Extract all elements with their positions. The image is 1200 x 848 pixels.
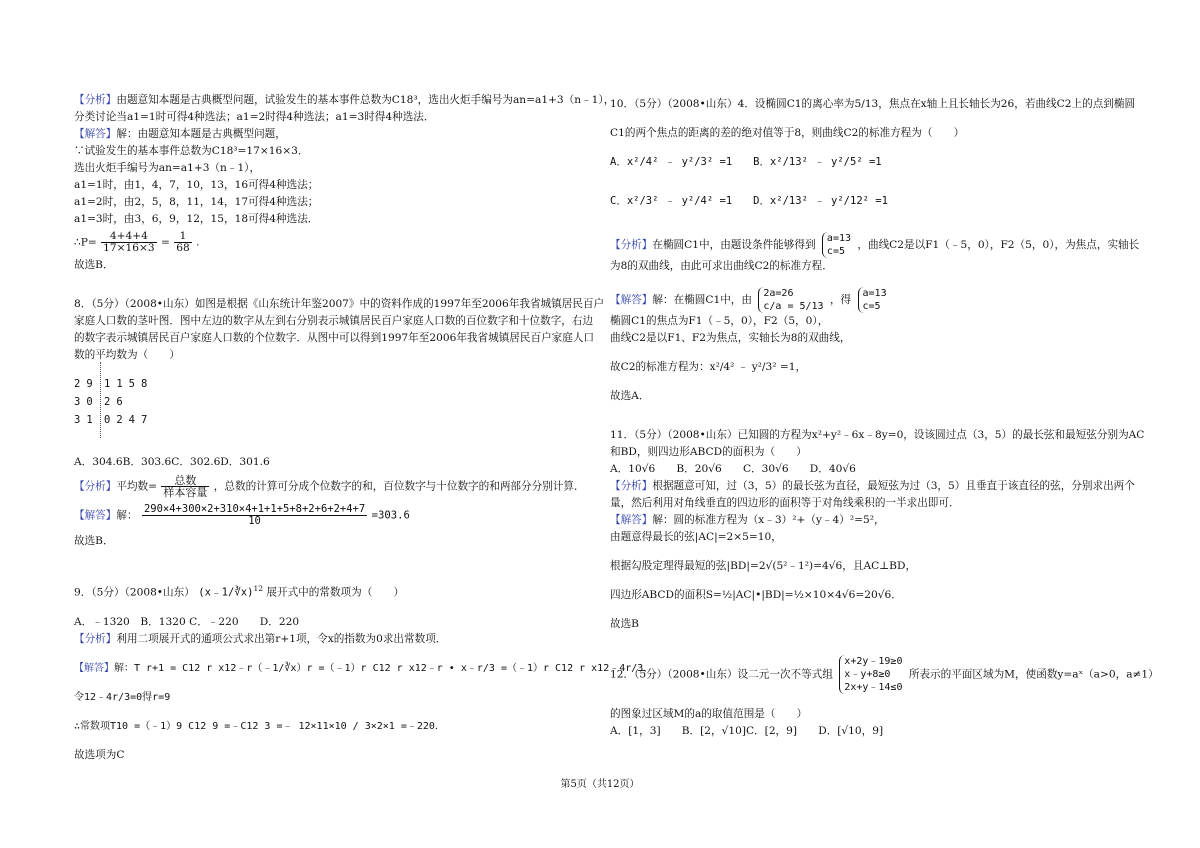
question-11-options: A．10√6 B．20√6 C．30√6 D．40√6 — [610, 463, 856, 475]
solution-q8 — [74, 504, 594, 527]
system-eq: c/a = 5/13 — [763, 301, 824, 312]
solution-q10-mid: ，得 — [829, 294, 852, 306]
solution-q10 — [610, 287, 1130, 313]
solution-q8-fraction — [142, 504, 367, 527]
stem: 31 — [74, 414, 99, 426]
question-12-suffix: 所表示的平面区域为M，使函数y=aˣ（a>0，a≠1） — [908, 668, 1159, 681]
solution-q7-line3: 选出火炬手编号为an=a1+3（n﹣1）， — [74, 162, 261, 174]
question-8-options: A．304.6B．303.6C．302.6D．301.6 — [74, 456, 270, 468]
solution-q7-line5: a1=2时，由2，5，8，11，14，17可得4种选法； — [74, 196, 319, 208]
solution-tag: 【解答】 — [74, 128, 117, 140]
analysis-q10 — [610, 232, 1140, 258]
question-9-expression: (x﹣1/∛x) — [198, 586, 254, 599]
system-eq: c=5 — [862, 301, 881, 312]
analysis-q7-cont: 分类讨论当a1=1时可得4种选法；a1=2时得4种选法；a1=3时得4种选法． — [74, 111, 435, 123]
question-11-line2: 和BD，则四边形ABCD的面积为（ ） — [610, 446, 807, 458]
system-eq: c=5 — [826, 246, 845, 257]
page-footer: 第5页（共12页） — [560, 779, 640, 790]
answer-q7: 故选B． — [74, 259, 114, 271]
solution-q11: 【解答】解：圆的标准方程为（x﹣3）²+（y﹣4）²=5²， — [610, 514, 885, 526]
question-10-line2: C1的两个焦点的距离的差的绝对值等于8，则曲线C2的标准方程为（ ） — [610, 127, 965, 139]
solution-q7-probability — [74, 231, 594, 254]
leaves: 0247 — [104, 414, 154, 426]
analysis-tag: 【分析】 — [610, 239, 653, 251]
prob-numerator: 4+4+4 — [101, 231, 156, 243]
solution-q8-result: =303.6 — [371, 509, 410, 522]
stem: 30 — [74, 396, 99, 408]
solution-q8-numerator: 290×4+300×2+310×4+1+1+5+8+2+6+2+4+7 — [143, 503, 366, 515]
question-10-line1: 10．（5分）（2008•山东）4．设椭圆C1的离心率为5/13，焦点在x轴上且长轴长为26，若曲线C2上的点到椭圆 — [610, 98, 1136, 110]
solution-q9: 【解答】解：T r+1 = C12 r x12﹣r（﹣1/∛x）r =（﹣1）r C12 r x12﹣r • x﹣r/3 =（﹣1）r C12 r x12﹣4r/3， — [74, 662, 654, 674]
prob-result-numerator: 1 — [174, 231, 191, 243]
solution-q7: 【解答】解：由题意知本题是古典概型问题， — [74, 128, 286, 140]
solution-q10-line3: 曲线C2是以F1、F2为焦点，实轴长为8的双曲线， — [610, 332, 851, 344]
mean-fraction — [161, 475, 209, 498]
stem: 29 — [74, 378, 99, 390]
analysis-q10-suffix: ，曲线C2是以F1（﹣5，0），F2（5，0），为焦点，实轴长 — [857, 239, 1140, 251]
question-9 — [74, 580, 594, 602]
prob-denominator: 17×16×3 — [103, 242, 155, 254]
solution-tag: 【解答】 — [610, 294, 653, 306]
solution-q10-prefix: 【解答】解：在椭圆C1中，由 — [610, 294, 752, 306]
stem-leaf-plot — [74, 376, 594, 436]
analysis-q9: 【分析】利用二项展开式的通项公式求出第r+1项，令x的指数为0求出常数项． — [74, 632, 447, 645]
analysis-tag: 【分析】 — [74, 632, 117, 645]
system-eq: 2a=26 — [763, 288, 794, 299]
leaves: 1158 — [104, 378, 154, 390]
question-9-options: A．﹣1320 B．1320 C．﹣220 D．220 — [74, 615, 300, 628]
solution-q10-line2: 椭圆C1的焦点为F1（﹣5，0），F2（5，0）， — [610, 315, 829, 327]
analysis-q10-cont: 为8的双曲线，由此可求出曲线C2的标准方程． — [610, 260, 833, 272]
solution-q10-result-system — [858, 287, 887, 313]
solution-tag: 【解答】 — [74, 662, 114, 674]
prob-fraction — [101, 231, 156, 254]
leaves: 26 — [104, 396, 129, 408]
system-eq: a=13 — [862, 288, 887, 299]
analysis-q11: 【分析】根据题意可知，过（3，5）的最长弦为直径，最短弦为过（3，5）且垂直于该直径的弦，分别求出两个 — [610, 480, 1135, 492]
right-column — [610, 92, 1159, 740]
solution-q10-line4: 故C2的标准方程为：x²/4² ﹣ y²/3² =1， — [610, 361, 807, 373]
solution-tag: 【解答】 — [74, 509, 117, 522]
question-12-options: A．[1，3] B．[2，√10]C．[2，9] D．[√10，9] — [610, 725, 884, 737]
system-ineq: 2x+y﹣14≤0 — [844, 682, 903, 693]
solution-q8-prefix: 【解答】解： — [74, 509, 138, 522]
question-10-options-cd: C．x²/3² ﹣ y²/4² =1 D．x²/13² ﹣ y²/12² =1 — [610, 195, 888, 207]
prob-prefix: ∴P= — [74, 236, 97, 249]
question-8-line3: 的数字表示城镇居民百户家庭人口数的个位数字．从图中可以得到1997年至2006年我省城镇居民百户家庭人口 — [74, 332, 595, 344]
solution-q11-line3: 根据勾股定理得最短的弦|BD|=2√(5²﹣1²)=4√6，且AC⊥BD， — [610, 560, 917, 572]
question-9-suffix: 展开式中的常数项为（ ） — [266, 586, 405, 599]
question-8-line1: 8．（5分）（2008•山东）如图是根据《山东统计年鉴2007》中的资料作成的1997年至2006年我省城镇居民百户 — [74, 298, 605, 310]
analysis-tag: 【分析】 — [610, 480, 653, 492]
analysis-tag: 【分析】 — [74, 480, 117, 493]
analysis-q8-suffix: ，总数的计算可分成个位数字的和，百位数字与十位数字的和两部分分别计算． — [213, 480, 585, 493]
system-eq: a=13 — [826, 233, 852, 244]
solution-q9-line3: ∴常数项T10 =（﹣1）9 C12 9 =﹣C12 3 =﹣ 12×11×10 / 3×2×1 =﹣220． — [74, 720, 445, 732]
prob-result-fraction — [174, 231, 191, 254]
mean-denominator: 样本容量 — [163, 486, 208, 499]
analysis-q10-prefix: 【分析】在椭圆C1中，由题设条件能够得到 — [610, 239, 816, 251]
question-11-line1: 11．（5分）（2008•山东）已知圆的方程为x²+y²﹣6x﹣8y=0，设该圆过点（3，5）的最长弦和最短弦分别为AC — [610, 429, 1145, 441]
question-9-prefix: 9．（5分）（2008•山东） — [74, 586, 195, 599]
answer-q10: 故选A． — [610, 390, 650, 402]
question-12-prefix: 12．（5分）（2008•山东）设二元一次不等式组 — [610, 668, 833, 681]
system-ineq: x+2y﹣19≥0 — [844, 656, 903, 667]
stem-leaf-row — [74, 376, 594, 394]
solution-q11-line2: 由题意得最长的弦|AC|=2×5=10， — [610, 531, 782, 543]
answer-q8: 故选B． — [74, 535, 114, 547]
mean-numerator: 总数 — [161, 475, 209, 487]
question-12-line2: 的图象过区域M的a的取值范围是（ ） — [610, 708, 808, 720]
prob-equals: = — [160, 236, 170, 249]
question-8-line4: 数的平均数为（ ） — [74, 349, 180, 361]
analysis-q7: 【分析】由题意知本题是古典概型问题，试验发生的基本事件总数为C18³，选出火炬手编号为an=a1+3（n﹣1）， — [74, 94, 615, 106]
answer-q9: 故选项为C — [74, 748, 125, 761]
analysis-tag: 【分析】 — [74, 94, 117, 106]
prob-result-denominator: 68 — [176, 242, 190, 254]
prob-end: . — [196, 236, 200, 249]
solution-q11-line4: 四边形ABCD的面积S=½|AC|•|BD|=½×10×4√6=20√6． — [610, 589, 902, 601]
solution-q7-line4: a1=1时，由1，4，7，10，13，16可得4种选法； — [74, 179, 319, 191]
stem-leaf-row — [74, 412, 594, 430]
question-12-system — [839, 655, 902, 694]
solution-tag: 【解答】 — [610, 514, 653, 526]
solution-q10-system — [758, 287, 823, 313]
question-10-options-ab: A．x²/4² ﹣ y²/3² =1 B．x²/13² ﹣ y²/5² =1 — [610, 156, 882, 168]
question-9-exponent: 12 — [253, 584, 264, 593]
solution-q9-line2: 令12﹣4r/3=0得r=9 — [74, 691, 171, 703]
analysis-q11-cont: 量，然后利用对角线垂直的四边形的面积等于对角线乘积的一半求出即可． — [610, 497, 960, 509]
answer-q11: 故选B — [610, 618, 639, 630]
question-8-line2: 家庭人口数的茎叶图．图中左边的数字从左到右分别表示城镇居民百户家庭人口数的百位数字和十位数字，右边 — [74, 315, 594, 327]
question-12 — [610, 655, 1159, 694]
stem-leaf-row — [74, 394, 594, 412]
solution-q8-denominator: 10 — [248, 515, 261, 527]
analysis-q8 — [74, 475, 594, 498]
system-ineq: x﹣y+8≥0 — [844, 669, 891, 680]
solution-q7-line6: a1=3时，由3，6，9，12，15，18可得4种选法． — [74, 213, 319, 225]
analysis-q10-system — [822, 232, 851, 258]
solution-q7-line2: ∵试验发生的基本事件总数为C18³=17×16×3． — [74, 145, 309, 157]
analysis-q8-prefix: 【分析】平均数= — [74, 480, 158, 493]
